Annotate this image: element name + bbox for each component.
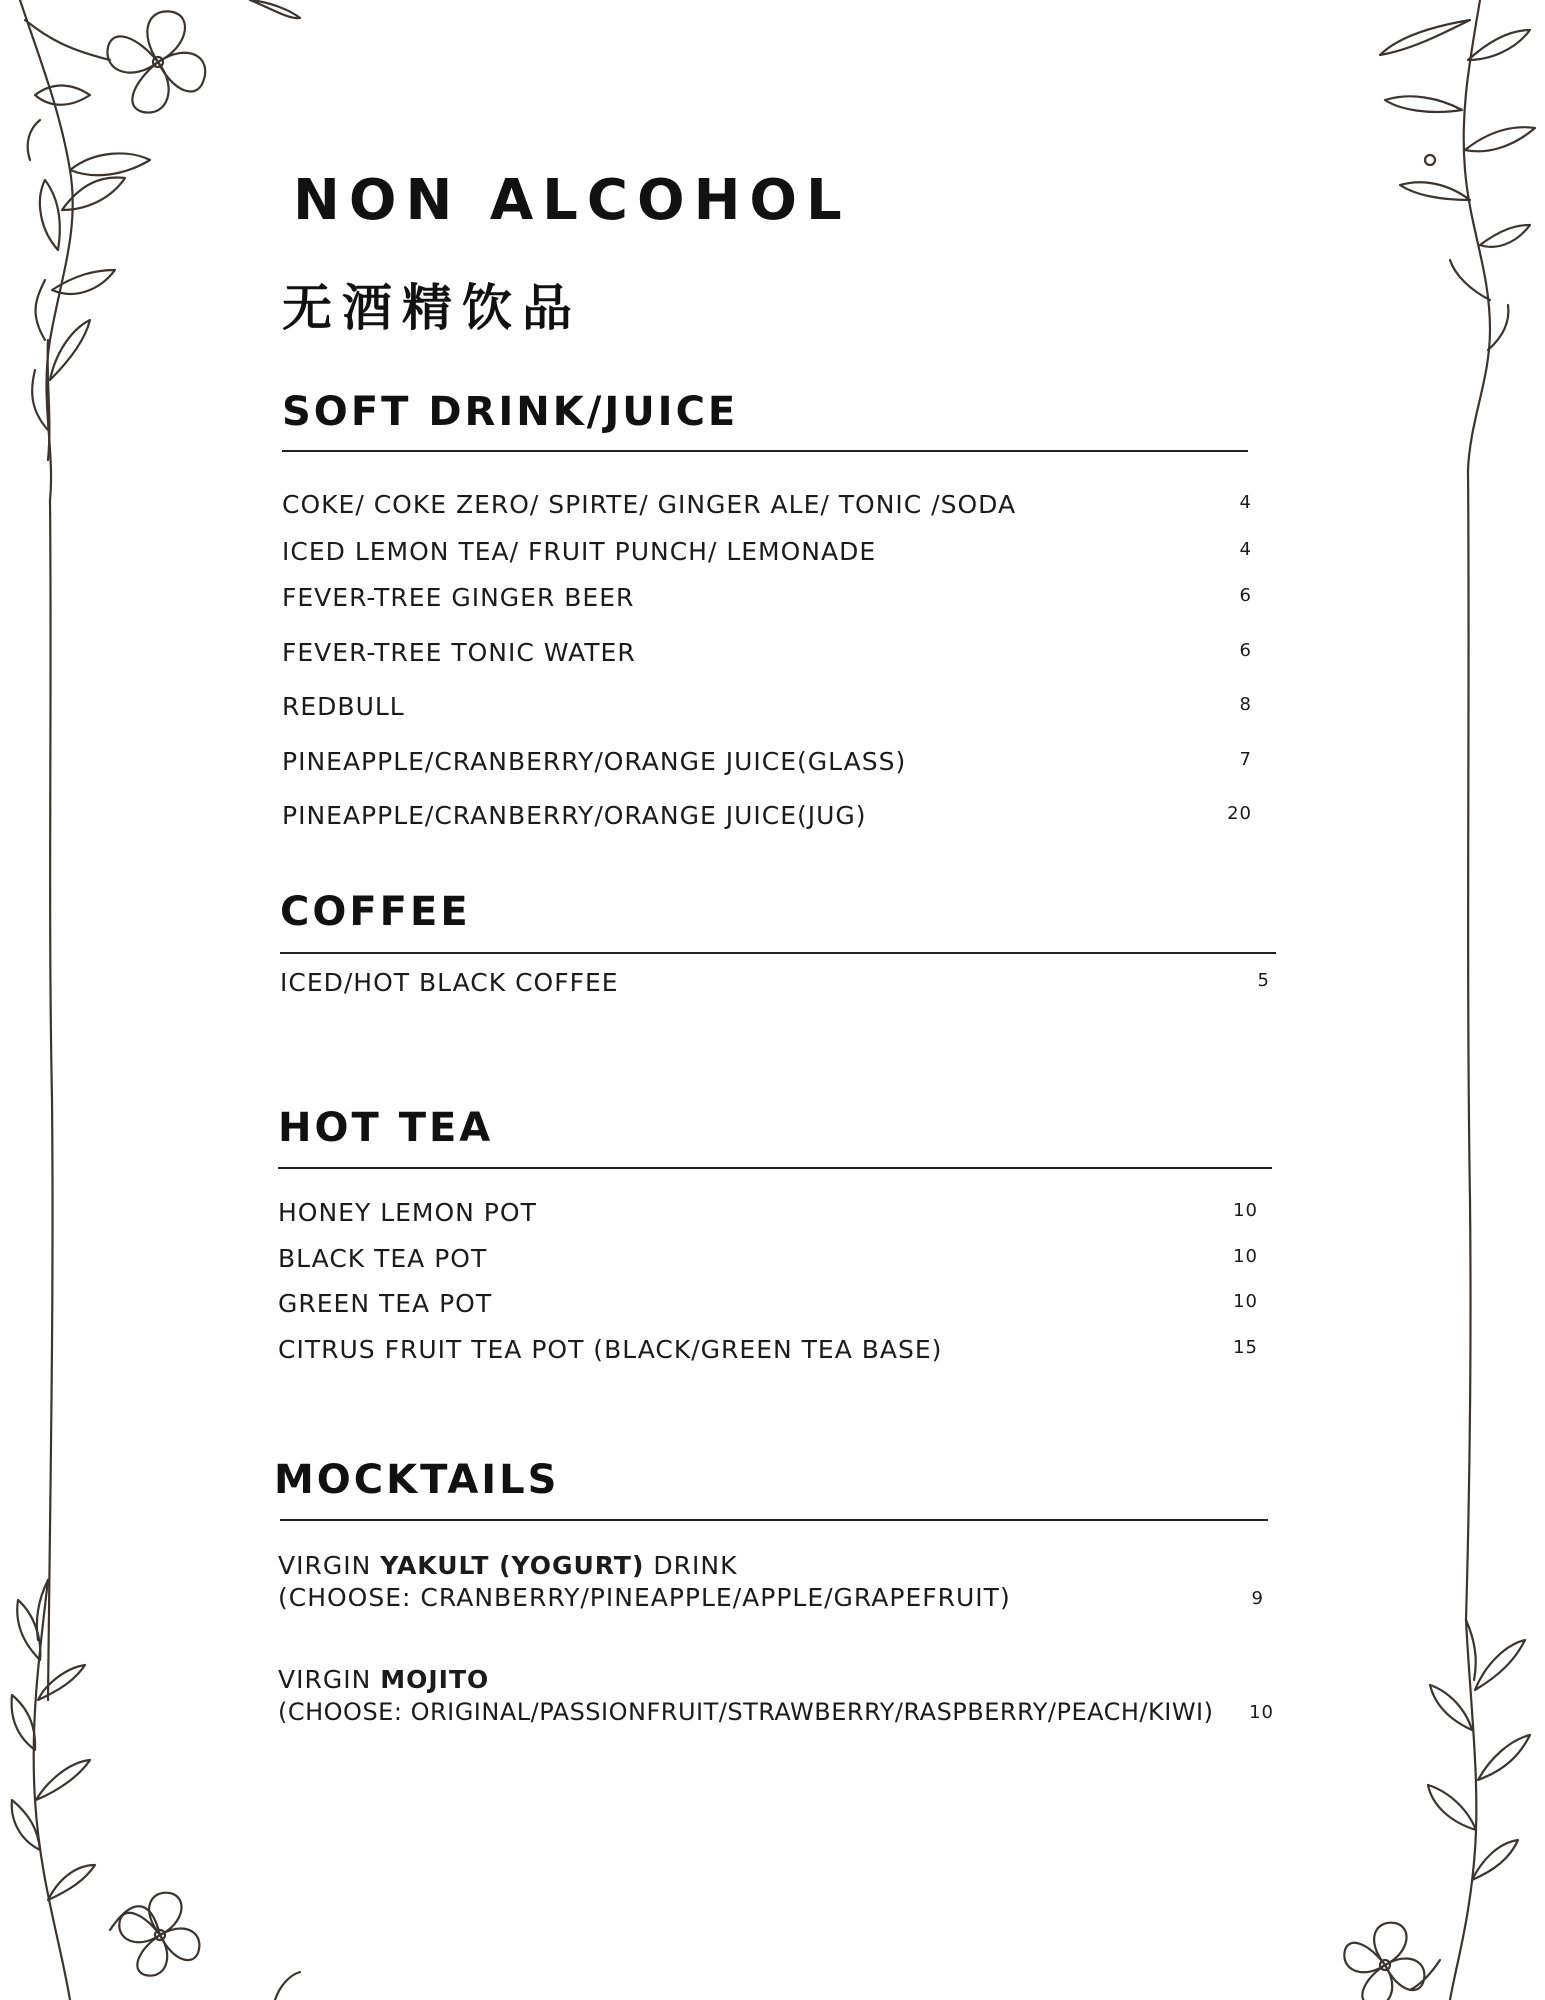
section-divider — [278, 1167, 1272, 1169]
top-left-flower-icon — [107, 11, 205, 112]
section-hot-tea — [278, 1105, 1272, 1378]
item-name: HONEY LEMON POT — [278, 1198, 537, 1227]
item-name: GREEN TEA POT — [278, 1289, 493, 1318]
item-options: (CHOOSE: CRANBERRY/PINEAPPLE/APPLE/GRAPEFRUIT) — [278, 1583, 1011, 1612]
item-name: FEVER-TREE TONIC WATER — [282, 638, 636, 667]
section-divider — [280, 1519, 1268, 1521]
item-prefix: VIRGIN — [278, 1665, 381, 1694]
item-price: 10 — [1249, 1702, 1274, 1723]
section-title-soft-drink: SOFT DRINK/JUICE — [282, 389, 739, 435]
item-name — [278, 1550, 1011, 1614]
item-name: FEVER-TREE GINGER BEER — [282, 583, 635, 612]
item-price: 5 — [1257, 970, 1270, 991]
item-price: 9 — [1251, 1588, 1264, 1609]
item-price: 10 — [1233, 1200, 1258, 1221]
section-soft-drink — [282, 389, 1252, 842]
item-price: 15 — [1233, 1337, 1258, 1358]
item-highlight: YAKULT (YOGURT) — [380, 1551, 645, 1580]
item-name: COKE/ COKE ZERO/ SPIRTE/ GINGER ALE/ TONIC /SODA — [282, 490, 1017, 519]
section-mocktails — [274, 1457, 1274, 1740]
item-price: 10 — [1233, 1246, 1258, 1267]
item-options: (CHOOSE: ORIGINAL/PASSIONFRUIT/STRAWBERRY/RASPBERRY/PEACH/KIWI) — [278, 1698, 1214, 1726]
item-title-line — [278, 1550, 1011, 1582]
item-name: CITRUS FRUIT TEA POT (BLACK/GREEN TEA BASE) — [278, 1335, 943, 1364]
item-name: REDBULL — [282, 692, 405, 721]
item-price: 6 — [1239, 640, 1252, 661]
item-price: 20 — [1227, 803, 1252, 824]
item-price: 6 — [1239, 585, 1252, 606]
section-title-mocktails: MOCKTAILS — [274, 1457, 560, 1503]
item-name: PINEAPPLE/CRANBERRY/ORANGE JUICE(GLASS) — [282, 747, 907, 776]
section-divider — [282, 450, 1248, 452]
item-price: 7 — [1239, 749, 1252, 770]
item-suffix: DRINK — [644, 1551, 738, 1580]
item-name — [278, 1664, 1213, 1728]
item-price: 4 — [1239, 492, 1252, 513]
section-title-hot-tea: HOT TEA — [278, 1105, 494, 1151]
item-name: ICED LEMON TEA/ FRUIT PUNCH/ LEMONADE — [282, 537, 877, 566]
section-coffee — [280, 889, 1276, 1012]
item-name: BLACK TEA POT — [278, 1244, 488, 1273]
item-name: PINEAPPLE/CRANBERRY/ORANGE JUICE(JUG) — [282, 801, 867, 830]
item-title-line — [278, 1664, 1213, 1696]
menu-title: NON ALCOHOL — [293, 168, 851, 233]
item-prefix: VIRGIN — [278, 1551, 381, 1580]
menu-subtitle-chinese: 无酒精饮品 — [282, 278, 582, 337]
item-price: 8 — [1239, 694, 1252, 715]
item-price: 4 — [1239, 539, 1252, 560]
item-name: ICED/HOT BLACK COFFEE — [280, 968, 619, 997]
item-price: 10 — [1233, 1291, 1258, 1312]
section-divider — [280, 952, 1276, 954]
section-title-coffee: COFFEE — [280, 889, 471, 935]
item-highlight: MOJITO — [380, 1665, 490, 1694]
